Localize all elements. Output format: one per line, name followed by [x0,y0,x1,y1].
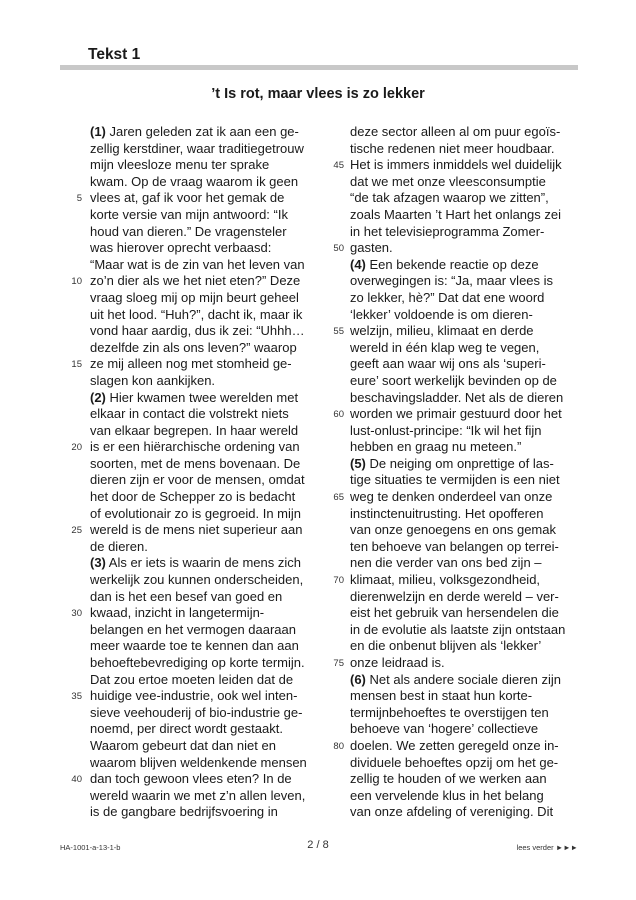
line-text: noemd, per direct wordt gestaakt. [90,721,283,737]
text-line [333,240,586,257]
line-number: 70 [333,575,344,587]
text-line [350,174,586,191]
text-line [90,472,324,489]
line-text: vraag sloeg mij op mijn beurt geheel [90,289,299,305]
line-text: ‘lekker’ voldoende is om dieren- [350,306,533,322]
text-line [90,257,324,274]
line-number: 10 [71,276,82,288]
line-text: zellig te houden of we werken aan [350,771,547,787]
line-text: doelen. We zetten geregeld onze in- [350,737,559,753]
line-number: 5 [76,193,82,205]
text-line [350,638,586,655]
text-line [71,356,324,373]
line-number: 25 [71,525,82,537]
line-text: dat we met onze vleesconsumptie [350,173,546,189]
line-text: hebben en graag nu meteen.” [350,439,522,455]
text-line [333,737,586,755]
text-line [350,290,586,307]
line-text: tige situaties te vermijden is een niet [350,472,560,488]
text-line [90,555,324,572]
text-line [350,307,586,324]
text-line [350,141,586,158]
text-line [90,589,324,606]
line-text: overwegingen is: “Ja, maar vlees is [350,273,554,289]
text-line [90,638,324,655]
line-text: “de tak afzagen waarop we zitten”, [350,190,549,206]
line-text: van elkaar begrepen. In haar wereld [90,422,299,438]
text-line [71,439,324,456]
text-line [350,390,586,407]
line-text: eure’ soort werkelijk bevinden op de [350,372,557,388]
text-line [90,539,324,556]
text-line [350,506,586,523]
text-line [350,257,586,274]
text-line [350,373,586,390]
section-title: Tekst 1 [88,46,141,63]
text-line [90,506,324,523]
text-line [350,273,586,290]
text-line [90,788,324,805]
text-line [90,207,324,224]
line-text: elkaar in contact die volstrekt niets [90,406,289,422]
text-line [350,190,586,207]
text-line [350,788,586,805]
text-line [350,522,586,539]
line-text: geeft aan waar wij ons als ‘superi- [350,356,546,372]
line-text: was hierover oprecht verbaasd: [90,240,272,256]
paragraph-number: (4) [350,256,366,272]
line-number: 50 [333,243,344,255]
line-text: zellig kerstdiner, waar traditiegetrouw [90,140,304,156]
line-text: instinctenuitrusting. Het opofferen [350,505,544,521]
text-line [350,589,586,606]
line-text: zo’n dier als we het niet eten?” Deze [90,273,301,289]
line-number: 55 [333,326,344,338]
text-line [90,721,324,738]
text-line [350,207,586,224]
text-line [90,390,324,407]
text-line [350,555,586,572]
text-line [90,456,324,473]
text-line [71,688,324,705]
text-line [90,572,324,589]
line-text: mijn vleesloze menu ter sprake [90,157,270,173]
text-line [90,141,324,158]
line-text: dan toch gewoon vlees eten? In de [90,771,292,787]
line-number: 40 [71,774,82,786]
line-text: kwaad, inzicht in langetermijn- [90,605,265,621]
line-text: deze sector alleen al om puur egoïs- [350,124,561,139]
text-line [350,755,586,772]
line-text: worden we primair gestuurd door het [350,406,562,422]
line-number: 75 [333,658,344,669]
continue-indicator: lees verder ►►► [516,843,578,852]
text-line [90,307,324,324]
line-text: klimaat, milieu, volksgezondheid, [350,572,541,588]
line-text: in de evolutie als laatste zijn ontstaan [350,621,566,637]
line-text: Hier kwamen twee werelden met [105,389,299,405]
line-text: houd van dieren.” De vragensteler [90,223,287,239]
text-line [90,406,324,423]
text-line [90,373,324,390]
line-number: 65 [333,492,344,504]
line-text: de dieren. [90,538,148,554]
line-text: waarom blijven weldenkende mensen [90,754,307,770]
line-text: behoeve van ‘hogere’ collectieve [350,721,539,737]
line-text: wereld is de mens niet superieur aan [90,522,303,538]
page-number: 2 / 8 [307,839,329,851]
line-text: Jaren geleden zat ik aan een ge- [105,124,299,139]
line-text: onze leidraad is. [350,655,445,670]
text-line [90,489,324,506]
line-text: vond haar aardig, dus ik zei: “Uhhh… [90,323,305,339]
text-line [333,406,586,423]
text-line [350,622,586,639]
line-text: ze mij alleen nog met stomheid ge- [90,356,292,372]
line-text: welzijn, milieu, klimaat en derde [350,323,534,339]
line-text: huidige vee-industrie, ook wel inten- [90,688,298,704]
line-text: ten behoeve van belangen op terrei- [350,538,559,554]
line-number: 60 [333,409,344,421]
text-line [333,489,586,506]
text-line [333,572,586,589]
text-line [333,655,586,672]
text-line [90,804,324,821]
line-text: Net als andere sociale dieren zijn [365,671,561,687]
line-text: wereld in één klap weg te vegen, [350,339,540,355]
line-text: lust-onlust-principe: “Ik wil het fijn [350,422,542,438]
line-text: werkelijk zou kunnen onderscheiden, [90,572,304,588]
text-line [350,672,586,689]
text-line [90,157,324,174]
article-title: ’t Is rot, maar vlees is zo lekker [211,86,425,102]
line-text: slagen kon aankijken. [90,372,216,388]
text-line [350,423,586,440]
line-text: van onze afdeling of vereniging. Dit [350,804,554,820]
text-line [350,472,586,489]
line-text: beschavingsladder. Net als de dieren [350,389,564,405]
text-line [350,804,586,821]
text-line [71,605,324,622]
line-text: termijnbehoeftes te overstijgen ten [350,704,549,720]
text-line [350,340,586,357]
line-text: een vervelende klus in het belang [350,787,544,803]
text-line [90,738,324,755]
line-text: meer waarde toe te kennen dan aan [90,638,299,654]
line-text: zoals Maarten ’t Hart het onlangs zei [350,206,561,222]
text-line [350,539,586,556]
line-text: dividuele behoeftes opzij om het ge- [350,754,559,770]
text-line [71,522,324,539]
text-line [90,340,324,357]
line-text: uit het lood. “Huh?”, dacht ik, maar ik [90,306,303,322]
line-text: is de gangbare bedrijfsvoering in [90,804,278,820]
text-line [350,771,586,788]
line-text: De neiging om onprettige of las- [365,455,554,471]
document-code: HA-1001-a-13-1-b [60,843,121,852]
line-number: 80 [333,740,344,752]
text-line [90,240,324,257]
text-line [350,456,586,473]
line-text: Het is immers inmiddels wel duidelijk [350,157,562,173]
line-text: Dat zou ertoe moeten leiden dat de [90,671,294,687]
line-text: sieve veehouderij of bio-industrie ge- [90,704,303,720]
text-line [90,705,324,722]
text-line [90,323,324,340]
text-line [90,224,324,241]
line-number: 20 [71,442,82,454]
text-line [350,705,586,722]
line-number: 30 [71,608,82,620]
line-text: weg te denken onderdeel van onze [350,489,553,505]
line-text: van onze genoegens en ons gemak [350,522,556,538]
line-text: wereld waarin we met z’n allen leven, [90,787,306,803]
text-line [350,605,586,622]
line-number: 45 [333,160,344,172]
text-column-left [71,124,324,821]
text-line [350,124,586,141]
line-text: soorten, met de mens bovenaan. De [90,455,301,471]
line-text: vlees at, gaf ik voor het gemak de [90,190,285,206]
text-line [90,423,324,440]
line-text: Waarom gebeurt dat dan niet en [90,737,276,753]
text-line [350,721,586,738]
line-text: Als er iets is waarin de mens zich [105,555,301,571]
text-line [90,622,324,639]
text-line [350,688,586,705]
text-line [90,124,324,141]
paragraph-number: (2) [90,389,106,405]
text-line [71,771,324,788]
text-line [71,273,324,290]
line-text: is er een hiërarchische ordening van [90,439,300,455]
line-text: kwam. Op de vraag waarom ik geen [90,173,299,189]
line-number: 15 [71,359,82,371]
header-divider [60,65,578,70]
paragraph-number: (3) [90,555,106,571]
line-text: behoeftebevrediging op korte termijn. [90,655,305,670]
line-text: dan is het een besef van goed en [90,588,283,604]
line-text: mensen best in staat hun korte- [350,688,533,704]
text-line [333,157,586,174]
text-line [90,655,324,672]
line-text: tische redenen niet meer houdbaar. [350,140,555,156]
text-column-right [333,124,586,821]
text-line [90,755,324,772]
line-text: en die onbenut blijven als ‘lekker’ [350,638,542,654]
text-line [350,224,586,241]
line-text: zo lekker, hè?” Dat dat ene woord [350,289,545,305]
text-line [333,323,586,340]
line-number: 35 [71,691,82,703]
line-text: of evolutionair zo is gegroeid. In mijn [90,505,302,521]
line-text: nen die verder van ons bed zijn – [350,555,542,571]
text-line [76,190,324,207]
line-text: dezelfde zin als ons leven?” waarop [90,339,297,355]
line-text: eist het gebruik van hersendelen die [350,605,559,621]
text-line [350,439,586,456]
text-line [350,356,586,373]
text-line [90,174,324,191]
paragraph-number: (6) [350,671,366,687]
text-line [90,672,324,689]
line-text: het door de Schepper zo is bedacht [90,489,296,505]
text-line [90,290,324,307]
line-text: “Maar wat is de zin van het leven van [90,256,305,272]
paragraph-number: (5) [350,455,366,471]
paragraph-number: (1) [90,124,106,139]
line-text: Een bekende reactie op deze [365,256,539,272]
line-text: dieren zijn er voor de mensen, omdat [90,472,305,488]
line-text: dierenwelzijn en derde wereld – ver- [350,588,559,604]
line-text: gasten. [350,240,393,256]
line-text: korte versie van mijn antwoord: “Ik [90,206,288,222]
line-text: belangen en het vermogen daaraan [90,621,296,637]
line-text: in het televisieprogramma Zomer- [350,223,545,239]
